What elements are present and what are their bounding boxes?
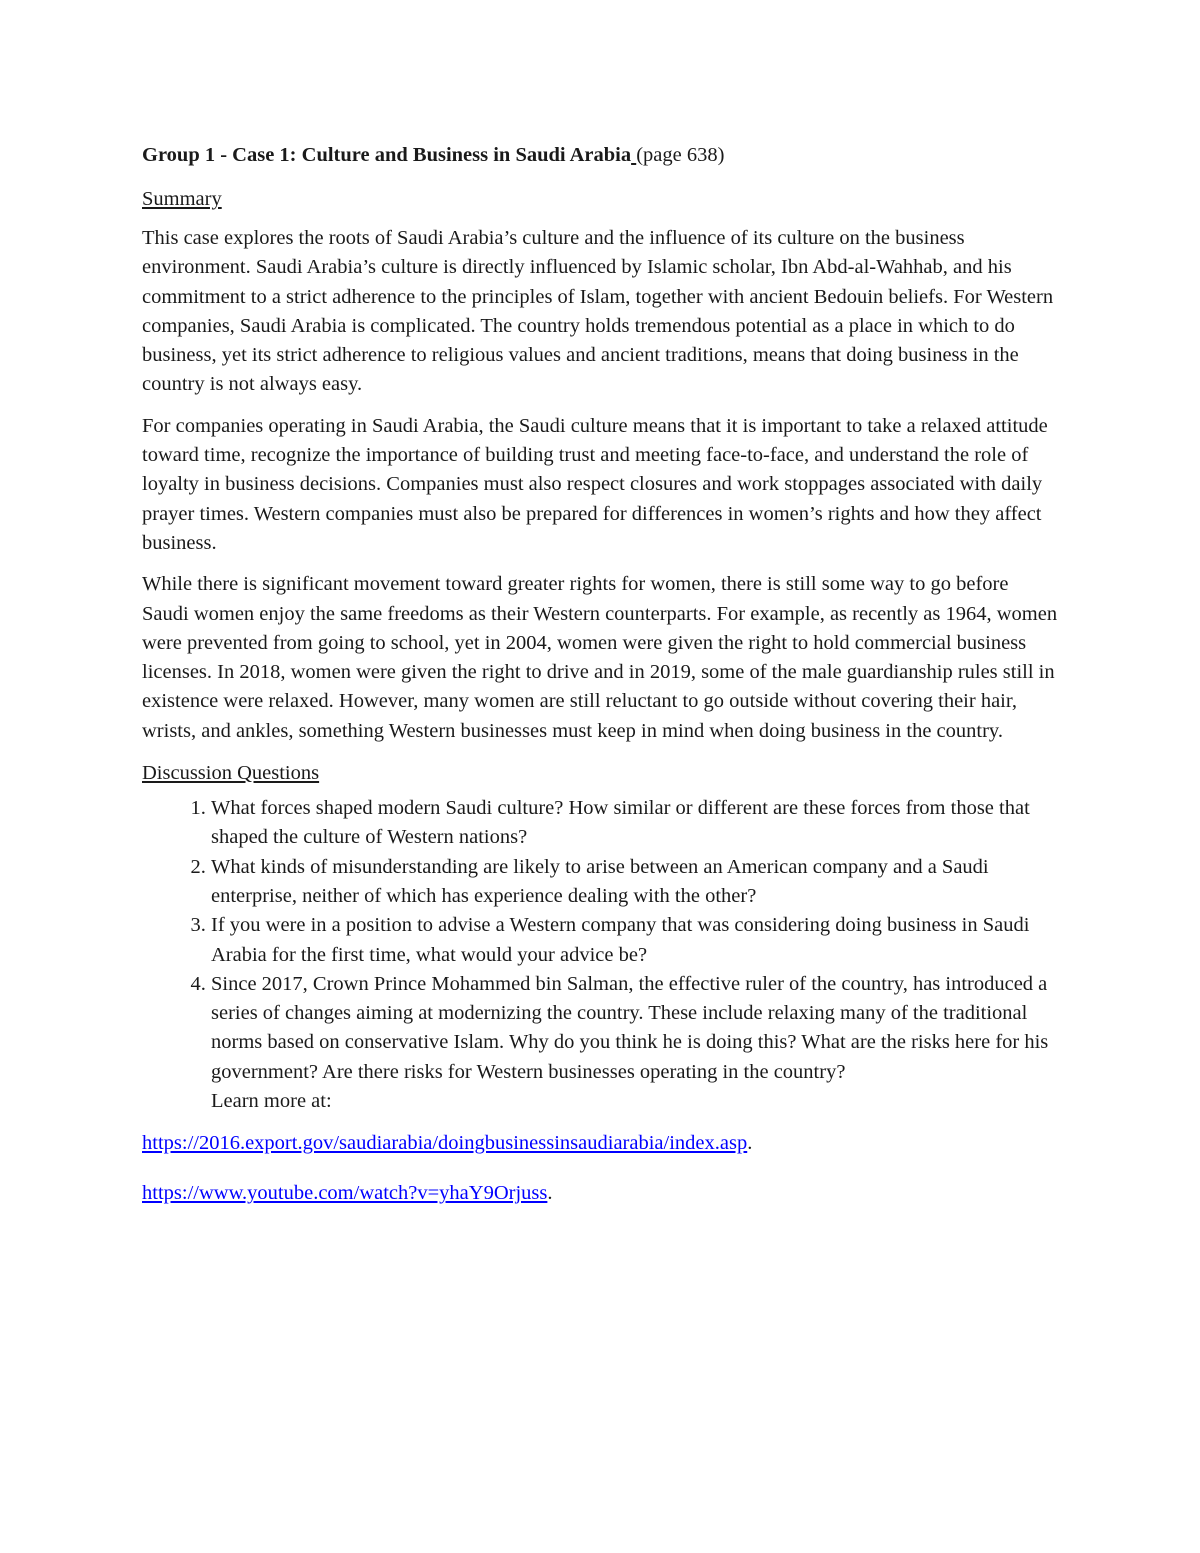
question-item bbox=[211, 794, 1060, 853]
document-body bbox=[142, 140, 1060, 1228]
question-text: What forces shaped modern Saudi culture? How similar or different are these forces from those that shaped the culture of Western nations? bbox=[211, 797, 1030, 849]
summary-paragraph-3: While there is significant movement toward greater rights for women, there is still some way to go before Saudi women enjoy the same freedoms as their Western counterparts. For example, as recently as 1964, women were prevented from going to school, yet in 2004, women were given the right to hold commercial business licenses. In 2018, women were given the right to drive and in 2019, some of the male guardianship rules still in existence were relaxed. However, many women are still reluctant to go outside without covering their hair, wrists, and ankles, something Western businesses must keep in mind when doing business in the country. bbox=[142, 573, 1058, 742]
summary-paragraph-1: This case explores the roots of Saudi Arabia’s culture and the influence of its culture on the business environment. Saudi Arabia’s culture is directly influenced by Islamic scholar, Ibn Abd-al-Wahhab, and his commitment to a strict adherence to the principles of Islam, together with ancient Bedouin beliefs. For Western companies, Saudi Arabia is complicated. The country holds tremendous potential as a place in which to do business, yet its strict adherence to religious values and ancient traditions, means that doing business in the country is not always easy. bbox=[142, 227, 1054, 396]
question-item bbox=[211, 853, 1060, 912]
link-suffix: . bbox=[547, 1182, 553, 1205]
question-text: Since 2017, Crown Prince Mohammed bin Salman, the effective ruler of the country, has introduced a series of changes aiming at modernizing the country. These include relaxing many of the traditional norms based on conservative Islam. Why do you think he is doing this? What are the risks here for his government? Are there risks for Western businesses operating in the country? bbox=[211, 972, 1049, 1083]
question-text: What kinds of misunderstanding are likely to arise between an American company and a Saudi enterprise, neither of which has experience dealing with the other? bbox=[211, 855, 989, 907]
learn-more-text: Learn more at: bbox=[211, 1090, 332, 1113]
summary-heading: Summary bbox=[142, 188, 222, 210]
discussion-heading: Discussion Questions bbox=[142, 762, 320, 785]
youtube-link[interactable]: https://www.youtube.com/watch?v=yhaY9Orjuss bbox=[142, 1182, 548, 1205]
export-gov-link[interactable]: https://2016.export.gov/saudiarabia/doingbusinessinsaudiarabia/index.asp bbox=[142, 1132, 748, 1155]
question-item bbox=[211, 970, 1060, 1116]
link-line-youtube bbox=[142, 1178, 1060, 1208]
summary-paragraph-2: For companies operating in Saudi Arabia, the Saudi culture means that it is important to take a relaxed attitude toward time, recognize the importance of building trust and meeting face-to-face, and understand the role of loyalty in business decisions. Companies must also respect closures and work stoppages associated with daily prayer times. Western companies must also be prepared for differences in women’s rights and how they affect business. bbox=[142, 414, 1048, 554]
link-suffix: . bbox=[747, 1132, 753, 1155]
document-title bbox=[142, 140, 1060, 170]
question-text: If you were in a position to advise a Western company that was considering doing business in Saudi Arabia for the first time, what would your advice be? bbox=[211, 914, 1030, 966]
title-page-ref: (page 638) bbox=[636, 144, 725, 166]
discussion-questions-list bbox=[142, 794, 1060, 1116]
question-item bbox=[211, 911, 1060, 970]
title-text: Group 1 - Case 1: Culture and Business in Saudi Arabia bbox=[142, 144, 632, 166]
link-line-export-gov bbox=[142, 1128, 1060, 1158]
